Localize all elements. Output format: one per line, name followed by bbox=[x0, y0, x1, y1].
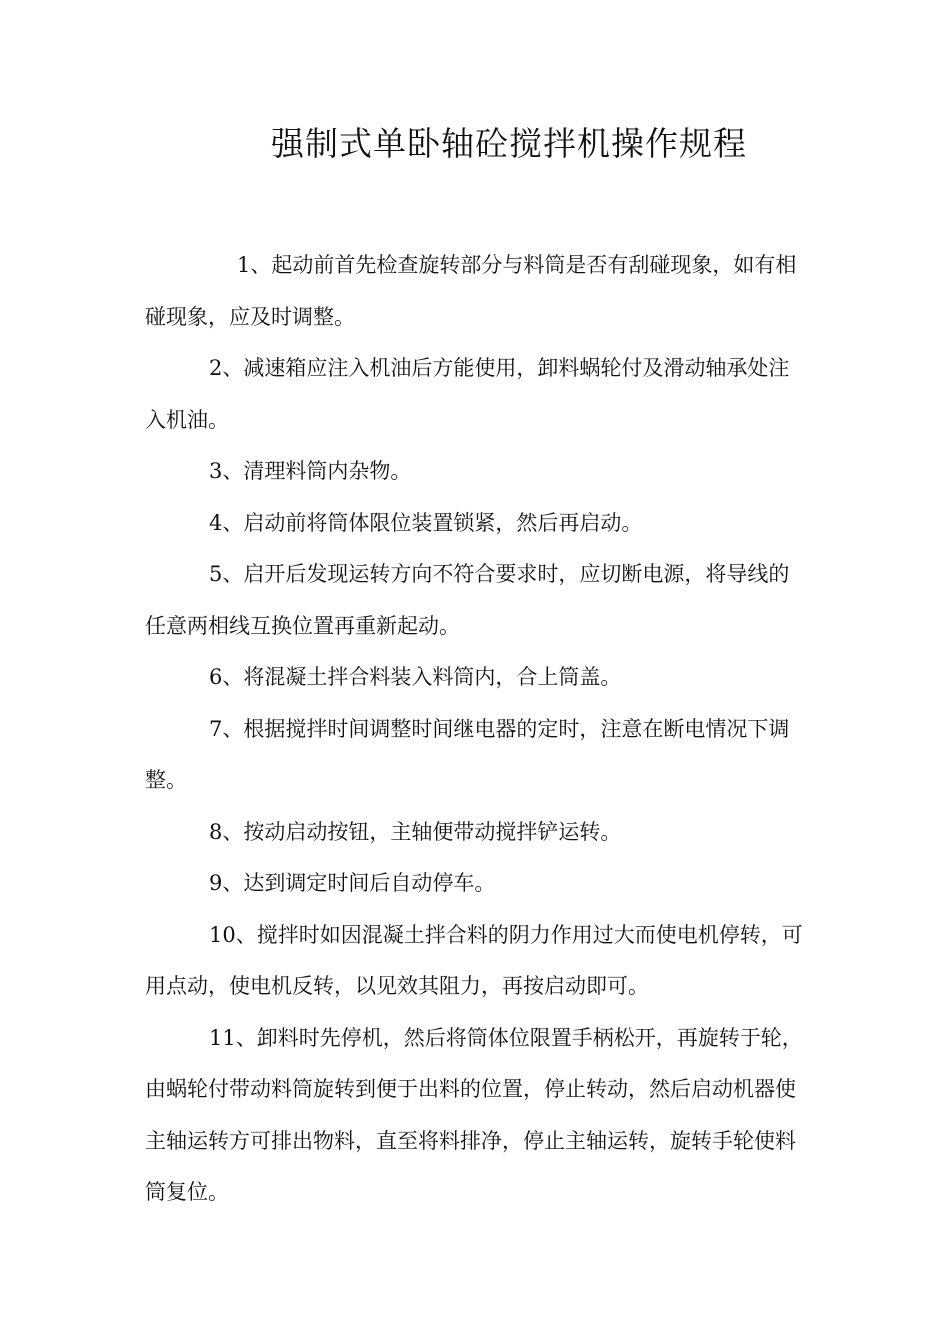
paragraph-2: 2、减速箱应注入机油后方能使用，卸料蜗轮付及滑动轴承处注入机油。 bbox=[145, 356, 790, 432]
document-body bbox=[145, 240, 807, 1219]
paragraph-4: 4、启动前将筒体限位装置锁紧，然后再启动。 bbox=[209, 510, 643, 535]
paragraph-6: 6、将混凝土拌合料装入料筒内，合上筒盖。 bbox=[209, 665, 622, 689]
paragraph-1: 1、起动前首先检查旋转部分与料筒是否有刮碰现象，如有相碰现象，应及时调整。 bbox=[145, 253, 797, 329]
paragraph-11: 11、卸料时先停机，然后将筒体位限置手柄松开，再旋转于轮，由蜗轮付带动料筒旋转到便于出料的位置，停止转动，然后启动机器使主轴运转方可排出物料，直至将料排净，停止主轴运转，旋转手轮使料筒复位。 bbox=[145, 1025, 803, 1204]
paragraph-9: 9、达到调定时间后自动停车。 bbox=[209, 871, 496, 895]
paragraph-8: 8、按动启动按钮，主轴便带动搅拌铲运转。 bbox=[209, 819, 622, 844]
document-title: 强制式单卧轴砼搅拌机操作规程 bbox=[271, 124, 747, 163]
paragraph-7: 7、根据搅拌时间调整时间继电器的定时，注意在断电情况下调整。 bbox=[145, 716, 790, 792]
paragraph-3: 3、清理料筒内杂物。 bbox=[209, 459, 412, 483]
paragraph-10: 10、搅拌时如因混凝土拌合料的阴力作用过大而使电机停转，可用点动，使电机反转，以见效其阻力，再按启动即可。 bbox=[145, 922, 803, 998]
paragraph-5: 5、启开后发现运转方向不符合要求时，应切断电源，将导线的任意两相线互换位置再重新起动。 bbox=[145, 562, 790, 638]
